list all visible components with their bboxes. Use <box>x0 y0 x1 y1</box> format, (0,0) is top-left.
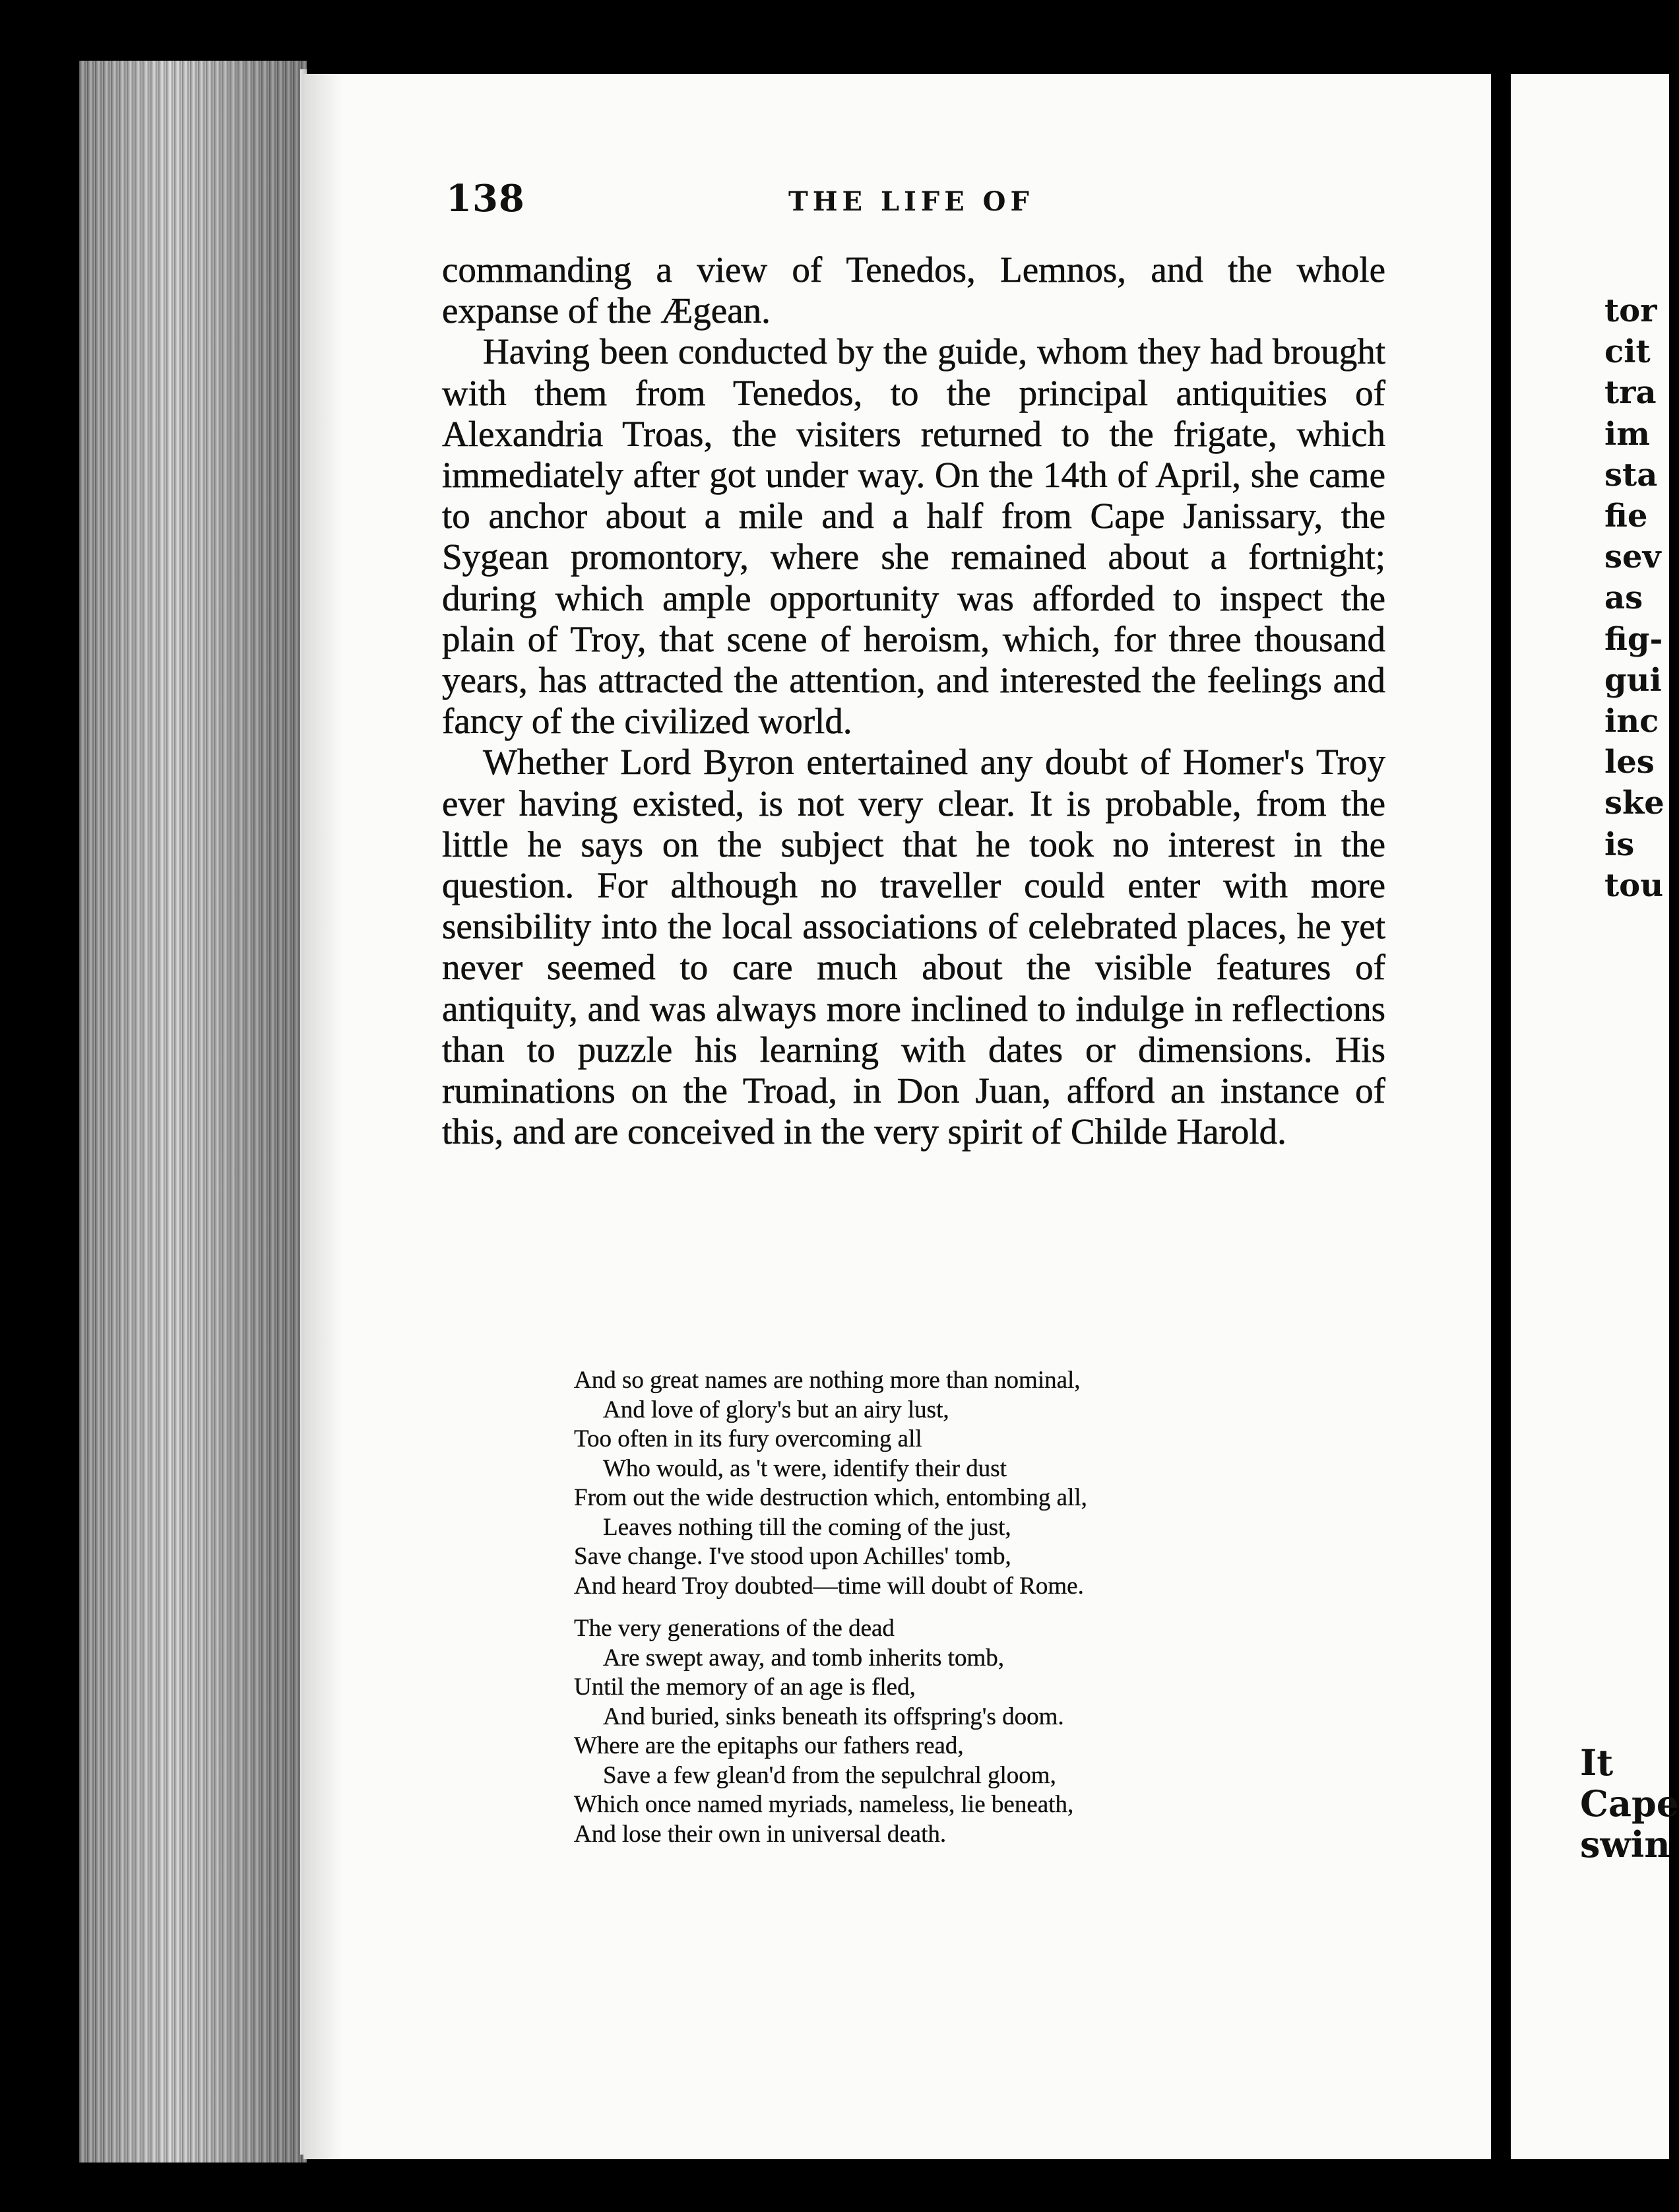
verse-line: Until the memory of an age is fled, <box>574 1674 916 1701</box>
fragment: It <box>1580 1741 1614 1784</box>
fragment: as <box>1604 579 1643 617</box>
facing-page-text-fragments <box>1604 290 1664 906</box>
stanza-2 <box>574 1614 1333 1849</box>
verse-line: Who would, as 't were, identify their dust <box>603 1454 1007 1482</box>
page-edges-shading <box>79 61 307 2163</box>
verse-line: Too often in its fury overcoming all <box>574 1425 922 1452</box>
stanza-1 <box>574 1366 1333 1601</box>
fragment: gui <box>1604 661 1662 699</box>
fragment: fie <box>1604 498 1648 535</box>
verse-line: Which once named myriads, nameless, lie beneath, <box>574 1791 1074 1818</box>
fragment: ske <box>1604 785 1664 822</box>
prose-body <box>442 249 1385 1152</box>
verse-line: Leaves nothing till the coming of the just, <box>603 1513 1011 1541</box>
verse-line: Are swept away, and tomb inherits tomb, <box>603 1644 1004 1672</box>
fragment: fig- <box>1604 620 1663 658</box>
verse-line: And lose their own in universal death. <box>574 1820 947 1848</box>
verse-line: And so great names are nothing more than nominal, <box>574 1367 1081 1394</box>
verse-line: From out the wide destruction which, entombing all, <box>574 1484 1087 1511</box>
verse-quotation <box>574 1366 1333 1849</box>
fragment: is <box>1604 826 1635 863</box>
verse-line: Where are the epitaphs our fathers read, <box>574 1732 964 1759</box>
verse-line: And love of glory's but an airy lust, <box>603 1396 949 1423</box>
facing-page-bottom-fragments <box>1580 1742 1679 1865</box>
fragment: sta <box>1604 456 1658 494</box>
verse-line: And buried, sinks beneath its offspring's doom. <box>603 1703 1064 1730</box>
paragraph-1: commanding a view of Tenedos, Lemnos, and the whole expanse of the Ægean. <box>442 249 1385 331</box>
fragment: Cape <box>1580 1782 1679 1825</box>
page-number: 138 <box>446 177 525 220</box>
fragment: inc <box>1604 703 1659 740</box>
fragment: im <box>1604 415 1651 453</box>
verse-line: Save change. I've stood upon Achilles' tomb, <box>574 1543 1011 1570</box>
fragment: tor <box>1604 292 1657 329</box>
verse-line: The very generations of the dead <box>574 1615 895 1642</box>
fragment: tra <box>1604 374 1657 412</box>
verse-line: And heard Troy doubted—time will doubt of Rome. <box>574 1572 1084 1600</box>
paragraph-3: Whether Lord Byron entertained any doubt of Homer's Troy ever having existed, is not very clear. It is probable, from the little he says on the subject that he took no interest in the question. For although no traveller could enter with more sensibility into the local associations of celebrated places, he yet never seemed to care much about the visible features of antiquity, and was always more inclined to indulge in reflections than to puzzle his learning with dates or dimensions. His ruminations on the Troad, in Don Juan, afford an instance of this, and are conceived in the very spirit of Childe Harold. <box>442 742 1385 1152</box>
paragraph-2: Having been conducted by the guide, whom they had brought with them from Tenedos, to the principal antiquities of Alexandria Troas, the visiters returned to the frigate, which immediately after got under way. On the 14th of April, she came to anchor about a mile and a half from Cape Janissary, the Sygean promontory, where she remained about a fortnight; during which ample opportunity was afforded to inspect the plain of Troy, that scene of heroism, which, for three thousand years, has attracted the attention, and interested the feelings and fancy of the civilized world. <box>442 331 1385 742</box>
fragment: sev <box>1604 538 1661 576</box>
running-head: THE LIFE OF <box>788 186 1034 217</box>
fragment: tou <box>1604 866 1664 904</box>
fragment: swin <box>1580 1823 1670 1866</box>
verse-line: Save a few glean'd from the sepulchral gloom, <box>603 1761 1056 1789</box>
fragment: les <box>1604 744 1655 781</box>
fragment: cit <box>1604 333 1651 371</box>
